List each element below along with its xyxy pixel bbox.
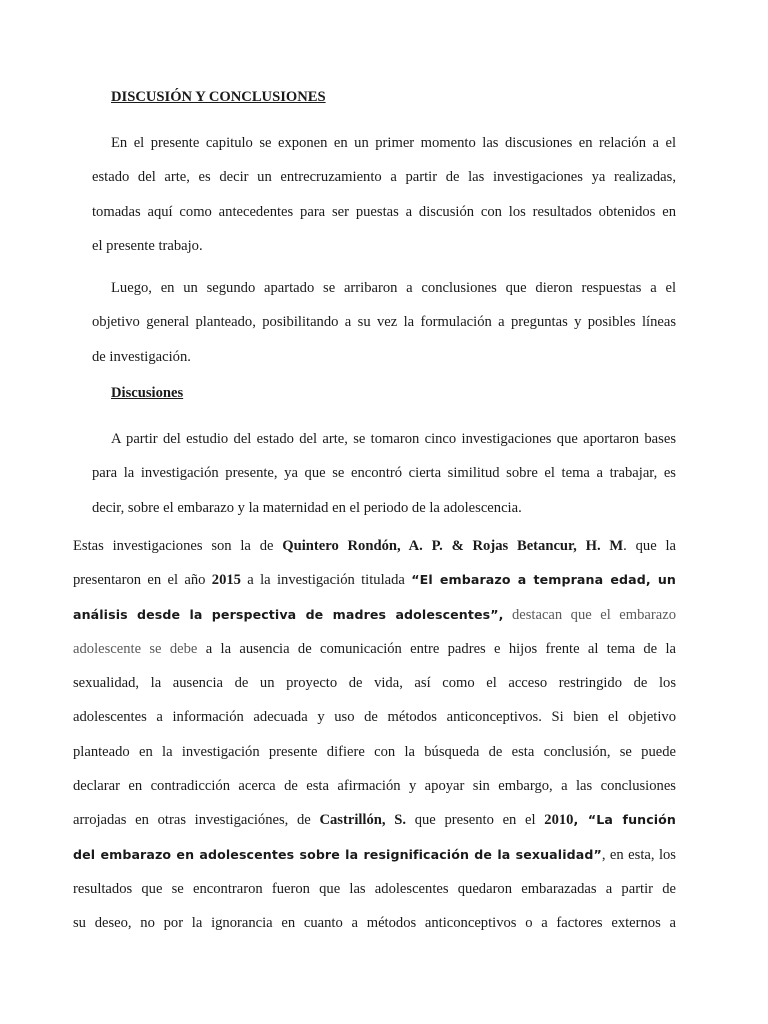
text-line: tomadas aquí como antecedentes para ser puestas a discusión con los resultados obtenidos en [92, 203, 676, 220]
document-page [73, 86, 676, 941]
intro-paragraph-2 [92, 271, 676, 374]
citation-year-1: 2015 [211, 572, 241, 589]
text-line: de investigación. [92, 348, 191, 365]
text-run: adolescente se debe [73, 640, 198, 657]
text-line [73, 598, 676, 632]
citation-title-1: “El embarazo a temprana edad, un [411, 572, 676, 588]
citation-authors-1: Quintero Rondón, A. P. & Rojas Betancur, H. M [282, 537, 624, 554]
text-line: sexualidad, la ausencia de un proyecto de vida, así como el acceso restringido de los [73, 675, 676, 692]
citation-authors-2: Castrillón, S. [319, 812, 406, 829]
citation-title-2-cont: del embarazo en adolescentes sobre la resignificación de la sexualidad” [73, 846, 602, 862]
text-line: objetivo general planteado, posibilitando a su vez la formulación a preguntas y posibles líneas [92, 314, 676, 331]
citation-title-2: , “La función [573, 812, 676, 828]
text-line: A partir del estudio del estado del arte, se tomaron cinco investigaciones que aportaron bases [111, 431, 676, 448]
text-line: estado del arte, es decir un entrecruzamiento a partir de las investigaciones ya realizadas, [92, 169, 676, 186]
text-line: decir, sobre el embarazo y la maternidad en el periodo de la adolescencia. [92, 499, 522, 516]
section-title: DISCUSIÓN Y CONCLUSIONES [111, 89, 326, 105]
text-line: declarar en contradicción acerca de esta afirmación y apoyar sin embargo, a las conclusiones [73, 778, 676, 795]
text-run: Estas investigaciones son la de [73, 537, 283, 554]
text-run: arrojadas en otras investigaciónes, de [73, 812, 320, 829]
discusiones-paragraph-1 [92, 422, 676, 525]
citation-title-1-cont: análisis desde la perspectiva de madres adolescentes”, [73, 606, 504, 622]
text-line: En el presente capitulo se exponen en un primer momento las discusiones en relación a el [111, 135, 676, 151]
text-run: . que la [623, 537, 676, 554]
text-line: para la investigación presente, ya que se encontró cierta similitud sobre el tema a trabajar, es [92, 465, 676, 482]
text-line: adolescentes a información adecuada y uso de métodos anticonceptivos. Si bien el objetivo [73, 709, 676, 726]
discusiones-title: Discusiones [111, 385, 184, 402]
text-run: , en esta, los [601, 846, 676, 863]
text-line: planteado en la investigación presente difiere con la búsqueda de esta conclusión, se puede [73, 743, 676, 760]
text-line [73, 838, 676, 872]
text-run: a la ausencia de comunicación entre padres e hijos frente al tema de la [197, 640, 676, 657]
discusiones-paragraph-2 [73, 529, 676, 941]
intro-paragraph-1 [92, 126, 676, 263]
text-run: presentaron en el año [73, 572, 212, 589]
text-line: Luego, en un segundo apartado se arribaron a conclusiones que dieron respuestas a el [111, 280, 676, 297]
text-line [73, 529, 676, 563]
text-run: a la investigación titulada [240, 572, 412, 589]
text-line [73, 563, 676, 597]
text-line [73, 632, 676, 666]
citation-year-2: 2010 [544, 812, 574, 829]
text-line [73, 803, 676, 837]
text-line: su deseo, no por la ignorancia en cuanto a métodos anticonceptivos o a factores externos a [73, 915, 676, 932]
text-run: que presento en el [406, 812, 545, 829]
text-line: el presente trabajo. [92, 237, 203, 254]
text-line: resultados que se encontraron fueron que las adolescentes quedaron embarazadas a partir de [73, 880, 676, 897]
text-run: destacan que el embarazo [503, 606, 676, 623]
